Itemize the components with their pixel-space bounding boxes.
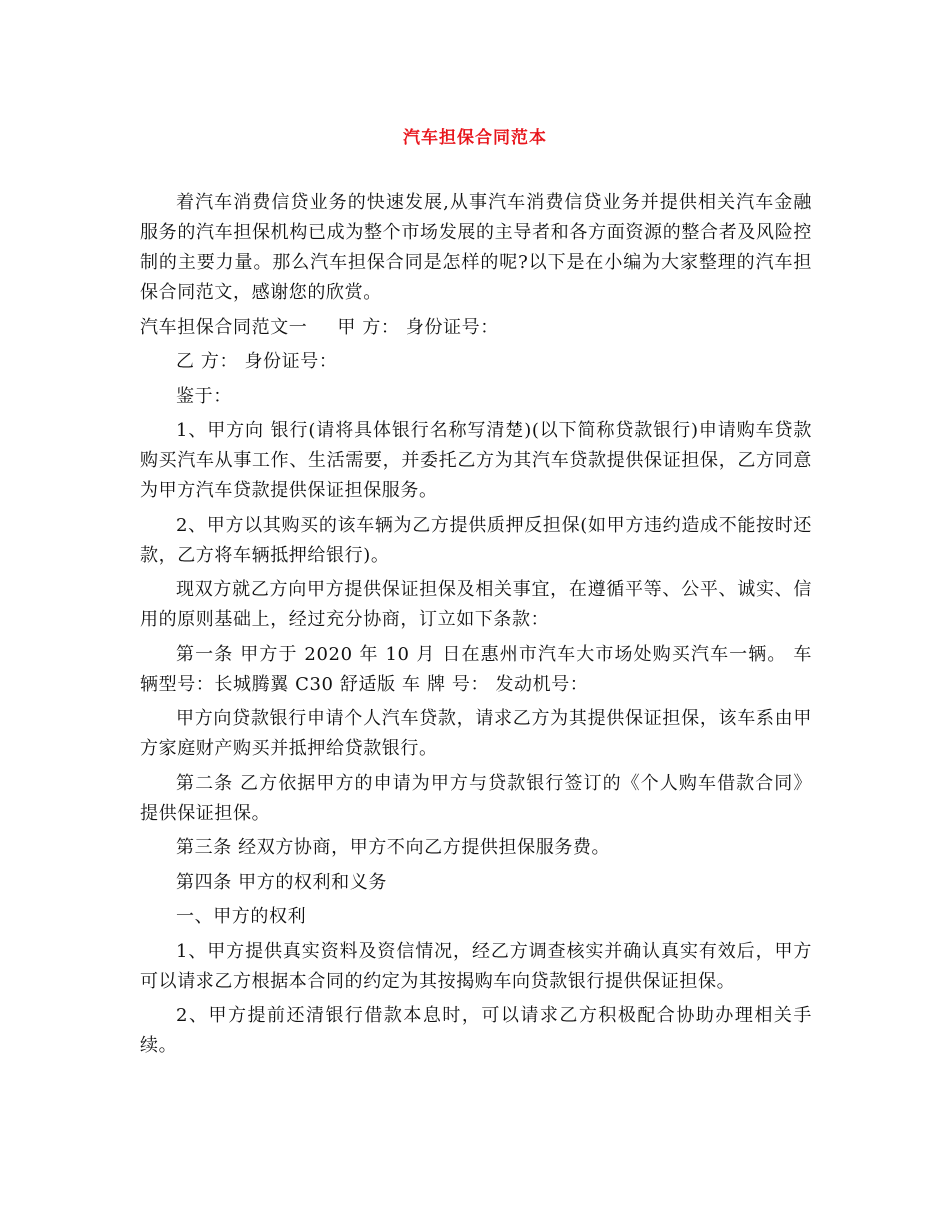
rights-section-heading: 一、甲方的权利 xyxy=(176,906,307,927)
article-1-continuation: 甲方向贷款银行申请个人汽车贷款，请求乙方为其提供保证担保，该车系由甲方家庭财产购买并抵押给贷款银行。 xyxy=(140,708,812,759)
article-3-paragraph: 第三条 经双方协商，甲方不向乙方提供担保服务费。 xyxy=(176,837,611,858)
party-a-line: 甲 方： 身份证号： xyxy=(337,316,499,338)
article-2-paragraph: 第二条 乙方依据甲方的申请为甲方与贷款银行签订的《个人购车借款合同》提供保证担保。 xyxy=(140,772,812,824)
article-1-paragraph: 第一条 甲方于 2020 年 10 月 日在惠州市汽车大市场处购买汽车一辆。 车辆型号：长城腾翼 C30 舒适版 车 牌 号： 发动机号： xyxy=(140,643,812,695)
article-4-heading: 第四条 甲方的权利和义务 xyxy=(176,871,387,893)
clause-1-paragraph: 1、甲方向 银行(请将具体银行名称写清楚)(以下简称贷款银行)申请购车贷款购买汽车从事工作、生活需要，并委托乙方为其汽车贷款提供保证担保，乙方同意为甲方汽车贷款提供保证担保服务。 xyxy=(140,420,812,501)
clause-2-paragraph: 2、甲方以其购买的该车辆为乙方提供质押反担保(如甲方违约造成不能按时还款，乙方将车辆抵押给银行)。 xyxy=(140,514,812,566)
sample-heading: 汽车担保合同范文一 xyxy=(140,316,308,338)
party-b-line: 乙 方： 身份证号： xyxy=(176,351,338,372)
sample-heading-line xyxy=(140,313,812,343)
intro-paragraph: 着汽车消费信贷业务的快速发展,从事汽车消费信贷业务并提供相关汽车金融服务的汽车担保机构已成为整个市场发展的主导者和各方面资源的整合者及风险控制的主要力量。那么汽车担保合同是怎样的呢?以下是在小编为大家整理的汽车担保合同范文，感谢您的欣赏。 xyxy=(140,192,812,303)
document-title: 汽车担保合同范本 xyxy=(403,128,547,148)
document-body xyxy=(140,188,812,1066)
right-2-paragraph: 2、甲方提前还清银行借款本息时，可以请求乙方积极配合协助办理相关手续。 xyxy=(140,1005,812,1056)
right-1-paragraph: 1、甲方提供真实资料及资信情况，经乙方调查核实并确认真实有效后，甲方可以请求乙方根据本合同的约定为其按揭购车向贷款银行提供保证担保。 xyxy=(140,940,812,992)
agreement-paragraph: 现双方就乙方向甲方提供保证担保及相关事宜，在遵循平等、公平、诚实、信用的原则基础上，经过充分协商，订立如下条款： xyxy=(140,579,812,630)
whereas-line: 鉴于： xyxy=(176,385,232,407)
